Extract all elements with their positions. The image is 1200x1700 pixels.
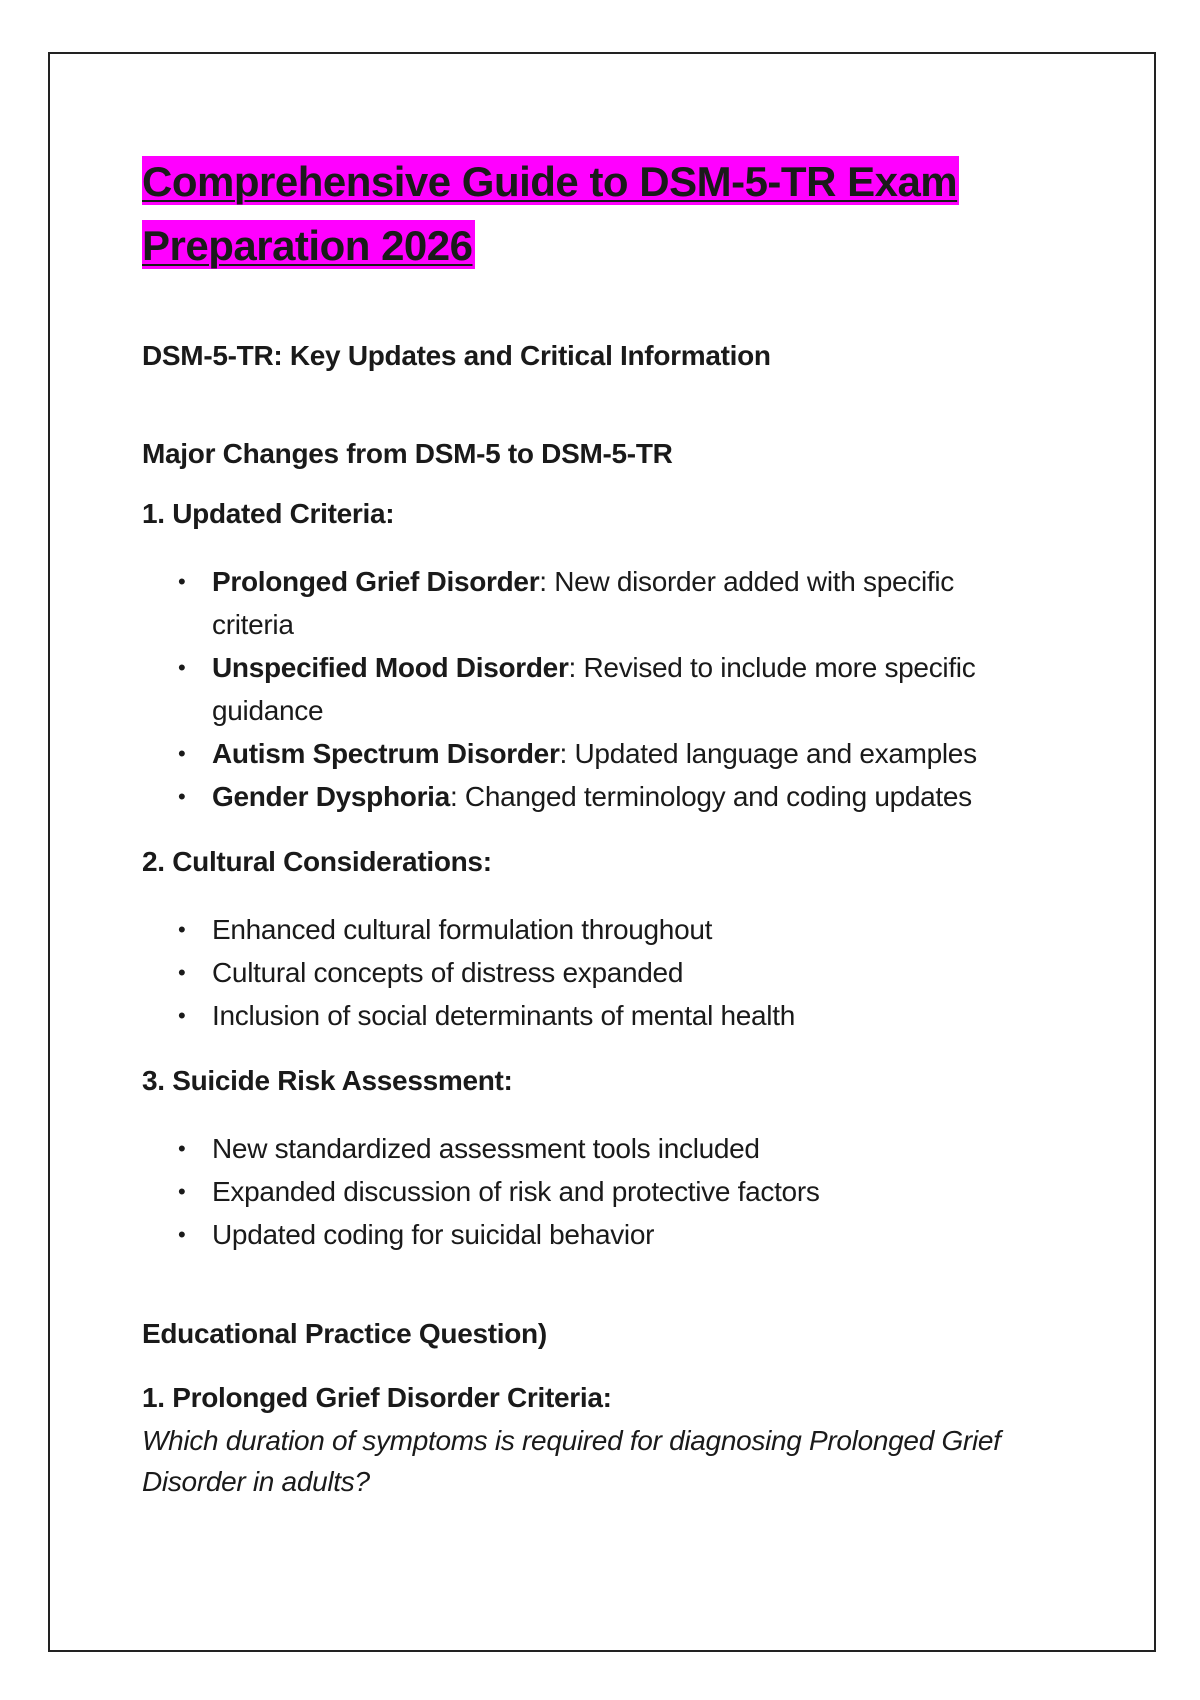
list-item-text: Updated coding for suicidal behavior <box>212 1219 655 1250</box>
term-description: : Changed terminology and coding updates <box>449 781 972 812</box>
question-title: 1. Prolonged Grief Disorder Criteria: <box>142 1382 612 1413</box>
term-label: Gender Dysphoria <box>212 781 450 812</box>
list-item <box>142 1213 1042 1256</box>
list-item <box>142 951 1042 994</box>
list-item-text: Enhanced cultural formulation throughout <box>212 914 713 945</box>
suicide-risk-list <box>142 1127 1042 1256</box>
bullet-icon: • <box>178 655 186 680</box>
list-item-text: Expanded discussion of risk and protective factors <box>212 1176 820 1207</box>
list-item <box>142 732 1042 775</box>
section-heading-suicide-risk: 3. Suicide Risk Assessment: <box>142 1065 513 1096</box>
bullet-icon: • <box>178 1179 186 1204</box>
document-title <box>142 150 1042 278</box>
list-item <box>142 994 1042 1037</box>
key-updates-heading: DSM-5-TR: Key Updates and Critical Information <box>142 340 771 371</box>
term-label: Unspecified Mood Disorder <box>212 652 569 683</box>
document-body <box>142 150 1042 1502</box>
list-item <box>142 560 1042 646</box>
bullet-icon: • <box>178 917 186 942</box>
section-heading-updated-criteria: 1. Updated Criteria: <box>142 498 395 529</box>
major-changes-heading: Major Changes from DSM-5 to DSM-5-TR <box>142 438 673 469</box>
title-highlight: Comprehensive Guide to DSM-5-TR Exam Preparation 2026 <box>142 158 958 269</box>
section-heading-cultural-considerations: 2. Cultural Considerations: <box>142 846 492 877</box>
term-label: Prolonged Grief Disorder <box>212 566 540 597</box>
bullet-icon: • <box>178 569 186 594</box>
bullet-icon: • <box>178 784 186 809</box>
updated-criteria-list <box>142 560 1042 818</box>
bullet-icon: • <box>178 1003 186 1028</box>
list-item <box>142 908 1042 951</box>
bullet-icon: • <box>178 960 186 985</box>
bullet-icon: • <box>178 1136 186 1161</box>
list-item-text: Cultural concepts of distress expanded <box>212 957 684 988</box>
term-description: : Revised to include more specific guidance <box>212 652 976 726</box>
term-description: : Updated language and examples <box>559 738 977 769</box>
term-label: Autism Spectrum Disorder <box>212 738 560 769</box>
term-description: : New disorder added with specific criteria <box>212 566 954 640</box>
list-item <box>142 1127 1042 1170</box>
bullet-icon: • <box>178 1222 186 1247</box>
question-text: Which duration of symptoms is required for diagnosing Prolonged Grief Disorder in adults? <box>142 1425 1001 1497</box>
list-item <box>142 1170 1042 1213</box>
cultural-considerations-list <box>142 908 1042 1037</box>
practice-question-heading: Educational Practice Question) <box>142 1318 547 1349</box>
list-item <box>142 775 1042 818</box>
list-item-text: Inclusion of social determinants of mental health <box>212 1000 795 1031</box>
list-item <box>142 646 1042 732</box>
bullet-icon: • <box>178 741 186 766</box>
list-item-text: New standardized assessment tools included <box>212 1133 760 1164</box>
